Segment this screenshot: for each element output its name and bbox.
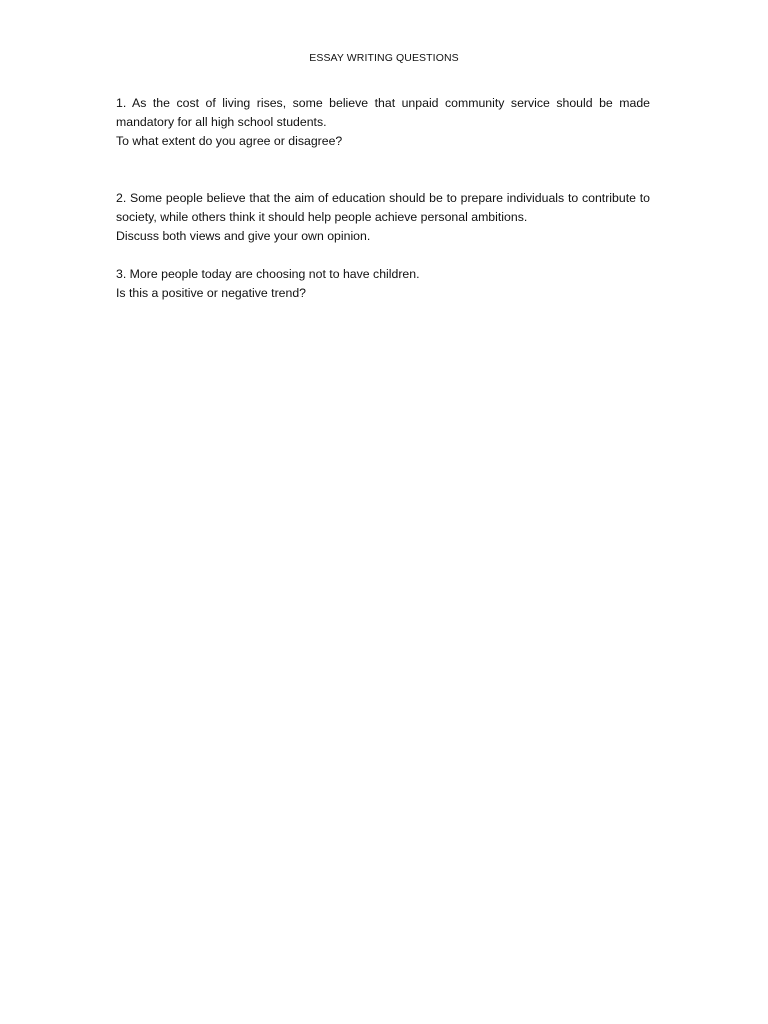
question-1-text: 1. As the cost of living rises, some believe that unpaid community service should be made mandatory for all high school students. (116, 96, 650, 129)
question-2 (116, 189, 650, 246)
question-1 (116, 94, 650, 151)
questions-list (116, 94, 650, 303)
question-3-text: 3. More people today are choosing not to have children. (116, 267, 420, 281)
question-2-text: 2. Some people believe that the aim of education should be to prepare individuals to contribute to society, while others think it should help people achieve personal ambitions. (116, 191, 650, 224)
question-3 (116, 265, 650, 303)
question-1-prompt: To what extent do you agree or disagree? (116, 134, 343, 148)
question-3-prompt: Is this a positive or negative trend? (116, 286, 307, 300)
question-2-prompt: Discuss both views and give your own opinion. (116, 229, 371, 243)
document-title: ESSAY WRITING QUESTIONS (309, 52, 459, 64)
